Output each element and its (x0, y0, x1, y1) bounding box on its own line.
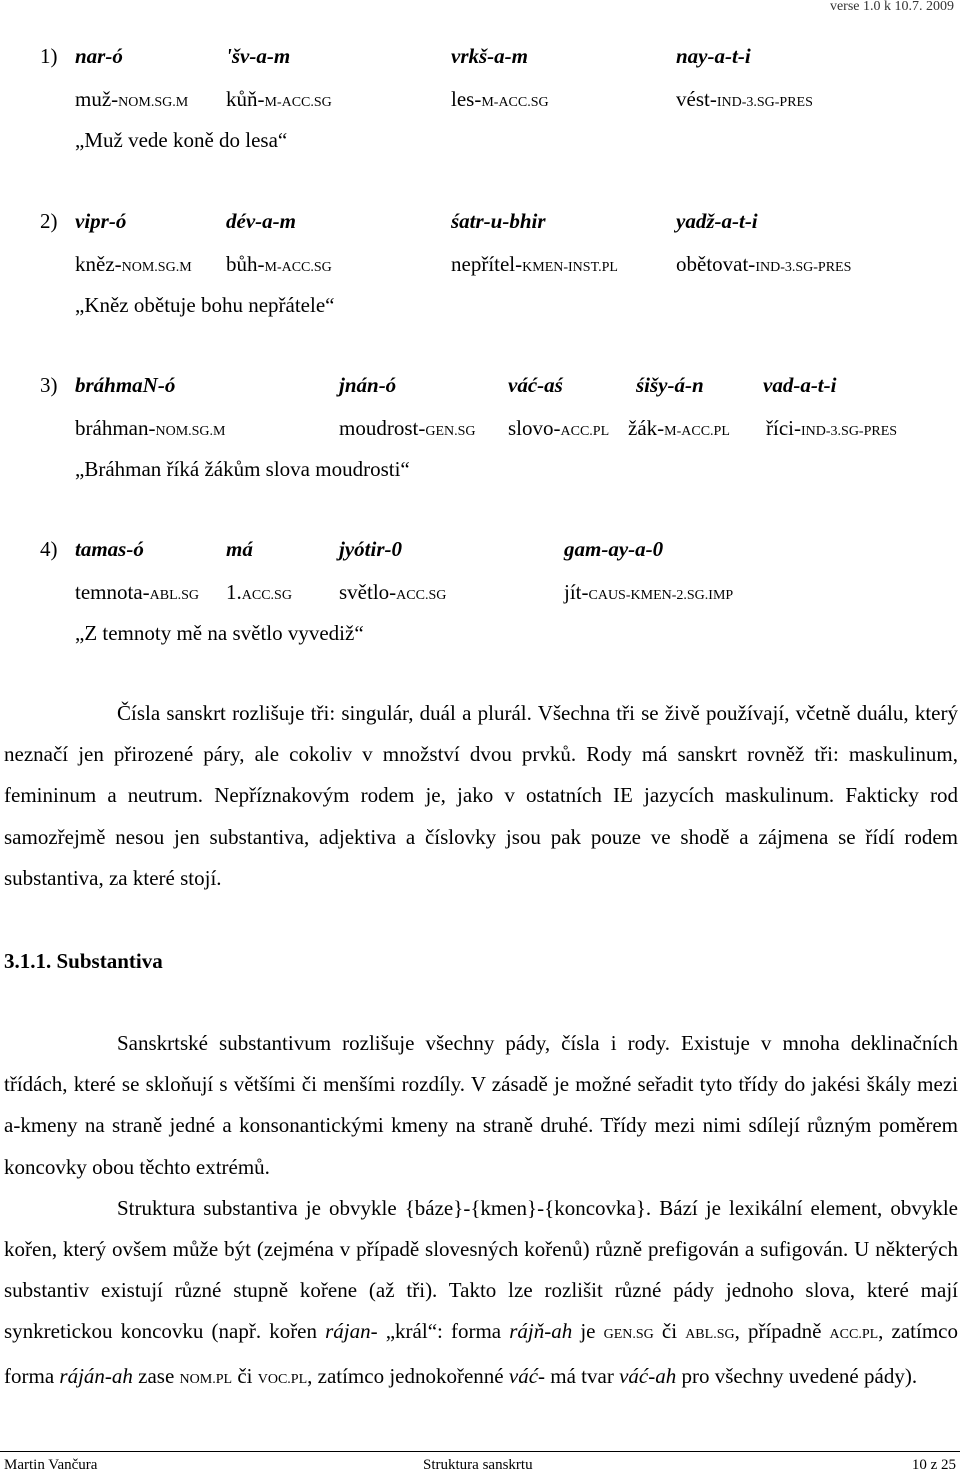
gloss-tag: NOM.SG.M (121, 260, 192, 275)
gloss-tag: M-ACC.SG (264, 260, 332, 275)
text-run: či (653, 1319, 686, 1344)
gloss-tag: NOM.SG.M (155, 424, 226, 439)
text-run: , zatímco forma (4, 1319, 959, 1388)
text-run: či (232, 1363, 258, 1388)
text-run: pro všechny uvedené pády). (676, 1363, 918, 1388)
gloss-base: bůh- (226, 252, 265, 276)
source-word: jyótir-0 (339, 537, 402, 561)
source-word: yadž-a-t-i (676, 209, 758, 233)
paragraph-substantiva (4, 1023, 958, 1400)
gloss-tag: IND-3.SG-PRES (800, 424, 898, 439)
gloss-word (564, 580, 733, 605)
gloss-tag: ACC.PL (829, 1327, 879, 1343)
gloss-base: nepřítel- (451, 252, 523, 276)
gloss-base: kůň- (226, 87, 265, 111)
italic-term: rájň-ah (509, 1319, 573, 1344)
gloss-base: moudrost- (339, 416, 426, 440)
source-word: jnán-ó (339, 373, 397, 397)
gloss-base: žák- (628, 416, 665, 440)
gloss-word (676, 252, 851, 277)
gloss-word (451, 87, 549, 112)
gloss-word (339, 580, 446, 605)
gloss-tag: IND-3.SG-PRES (716, 95, 813, 110)
source-word: má (226, 537, 253, 561)
source-word: váć-aś (508, 373, 563, 397)
paragraph-structure (4, 1188, 958, 1400)
example-number: 1) (40, 44, 58, 68)
source-word: nay-a-t-i (676, 44, 751, 68)
gloss-tag: IND-3.SG-PRES (755, 260, 852, 275)
example-number: 4) (40, 537, 58, 561)
gloss-word (226, 87, 332, 112)
gloss-tag: ABL.SG (685, 1327, 735, 1343)
gloss-word (766, 416, 897, 441)
text-run: je (572, 1319, 604, 1344)
gloss-word (75, 580, 199, 605)
paragraph-text: Sanskrtské substantivum rozlišuje všechny pády, čísla i rody. Existuje v mnoha deklinačních třídách, které se skloňují s většími či menšími rozdíly. V zásadě je možné seřadit tyto třídy do jakési škály mezi a-kmeny na straně jedné a konsonantickými kmeny na straně druhé. Třídy mezi nimi sdílejí různým poměrem koncovky obou těchto extrémů. (4, 1031, 958, 1179)
italic-term: váć-ah (619, 1363, 677, 1388)
footer-page-number: 10 z 25 (911, 1457, 956, 1473)
gloss-tag: GEN.SG (603, 1327, 654, 1343)
paragraph-numbers-genders (4, 693, 958, 899)
gloss-word (226, 580, 292, 605)
gloss-tag: ACC.SG (241, 588, 292, 603)
gloss-word (226, 252, 332, 277)
gloss-word (75, 87, 188, 112)
gloss-base: 1. (226, 580, 242, 604)
gloss-base: kněz- (75, 252, 122, 276)
gloss-word (628, 416, 730, 441)
gloss-tag: KMEN-INST.PL (522, 260, 618, 275)
italic-term: rájan- (325, 1319, 378, 1344)
source-word: vipr-ó (75, 209, 127, 233)
footer-title: Struktura sanskrtu (423, 1457, 533, 1473)
italic-term: váć- (508, 1363, 546, 1388)
translation: „Bráhman říká žákům slova moudrosti“ (75, 457, 410, 481)
gloss-tag: ACC.PL (560, 424, 610, 439)
text-run: , případně (734, 1319, 830, 1344)
gloss-base: bráhman- (75, 416, 156, 440)
source-word: gam-ay-a-0 (564, 537, 664, 561)
gloss-tag: ACC.SG (396, 588, 447, 603)
section-heading: 3.1.1. Substantiva (4, 949, 163, 973)
text-run: , zatímco jednokořenné (307, 1363, 509, 1388)
gloss-base: slovo- (508, 416, 561, 440)
gloss-base: obětovat- (676, 252, 756, 276)
gloss-tag: CAUS-KMEN-2.SG.IMP (588, 588, 734, 603)
gloss-word (75, 416, 225, 441)
gloss-tag: NOM.SG.M (118, 95, 189, 110)
gloss-word (75, 252, 192, 277)
gloss-word (339, 416, 476, 441)
gloss-tag: M-ACC.SG (264, 95, 332, 110)
gloss-base: světlo- (339, 580, 397, 604)
gloss-word (451, 252, 618, 277)
translation: „Kněz obětuje bohu nepřátele“ (75, 293, 335, 317)
gloss-base: vést- (676, 87, 717, 111)
source-word: 'šv-a-m (226, 44, 291, 68)
gloss-base: říci- (766, 416, 801, 440)
example-number: 3) (40, 373, 58, 397)
gloss-tag: ABL.SG (149, 588, 200, 603)
gloss-tag: VOC.PL (257, 1371, 308, 1387)
footer-author: Martin Vančura (4, 1457, 98, 1473)
gloss-tag: GEN.SG (425, 424, 476, 439)
source-word: vad-a-t-i (763, 373, 837, 397)
version-label: verse 1.0 k 10.7. 2009 (829, 0, 954, 14)
source-word: vrkš-a-m (451, 44, 528, 68)
text-run: „král“: forma (377, 1319, 510, 1344)
example-number: 2) (40, 209, 58, 233)
page-footer (0, 1451, 960, 1475)
text-run: zase (132, 1363, 180, 1388)
gloss-word (508, 416, 609, 441)
source-word: tamas-ó (75, 537, 144, 561)
text-run: Struktura substantiva je obvykle {báze}-{kmen}-{koncovka}. Bází je lexikální element, obvykle kořen, který ovšem může být (zejména v případě slovesných kořenů) různě prefigován a sufigován. U některých substantiv existují různé stupně kořene (až tři). Takto lze rozlišit různé pády jednoho slova, které mají synkretickou koncovku (např. kořen (4, 1195, 958, 1344)
translation: „Muž vede koně do lesa“ (75, 128, 288, 152)
source-word: bráhmaN-ó (75, 373, 176, 397)
paragraph-text: Čísla sanskrt rozlišuje tři: singulár, duál a plurál. Všechna tři se živě používají, včetně duálu, který neznačí jen přirozené páry, ale cokoliv v množství dvou prvků. Rody má sanskrt rovněž tři: maskulinum, femininum a neutrum. Nepříznakovým rodem je, jako v ostatních IE jazycích maskulinum. Fakticky rod samozřejmě nesou jen substantiva, adjektiva a číslovky jsou pak pouze ve shodě a zájmena se řídí rodem substantiva, za které stojí. (4, 701, 958, 890)
gloss-base: les- (451, 87, 482, 111)
source-word: śatr-u-bhir (451, 209, 546, 233)
gloss-word (676, 87, 813, 112)
gloss-base: jít- (564, 580, 589, 604)
gloss-base: temnota- (75, 580, 150, 604)
gloss-tag: NOM.PL (179, 1371, 233, 1387)
gloss-base: muž- (75, 87, 119, 111)
gloss-tag: M-ACC.PL (664, 424, 730, 439)
source-word: dév-a-m (226, 209, 296, 233)
translation: „Z temnoty mě na světlo vyvediž“ (75, 621, 364, 645)
italic-term: ráján-ah (59, 1363, 133, 1388)
source-word: nar-ó (75, 44, 123, 68)
source-word: śišy-á-n (636, 373, 704, 397)
text-run: má tvar (545, 1363, 620, 1388)
gloss-tag: M-ACC.SG (481, 95, 549, 110)
